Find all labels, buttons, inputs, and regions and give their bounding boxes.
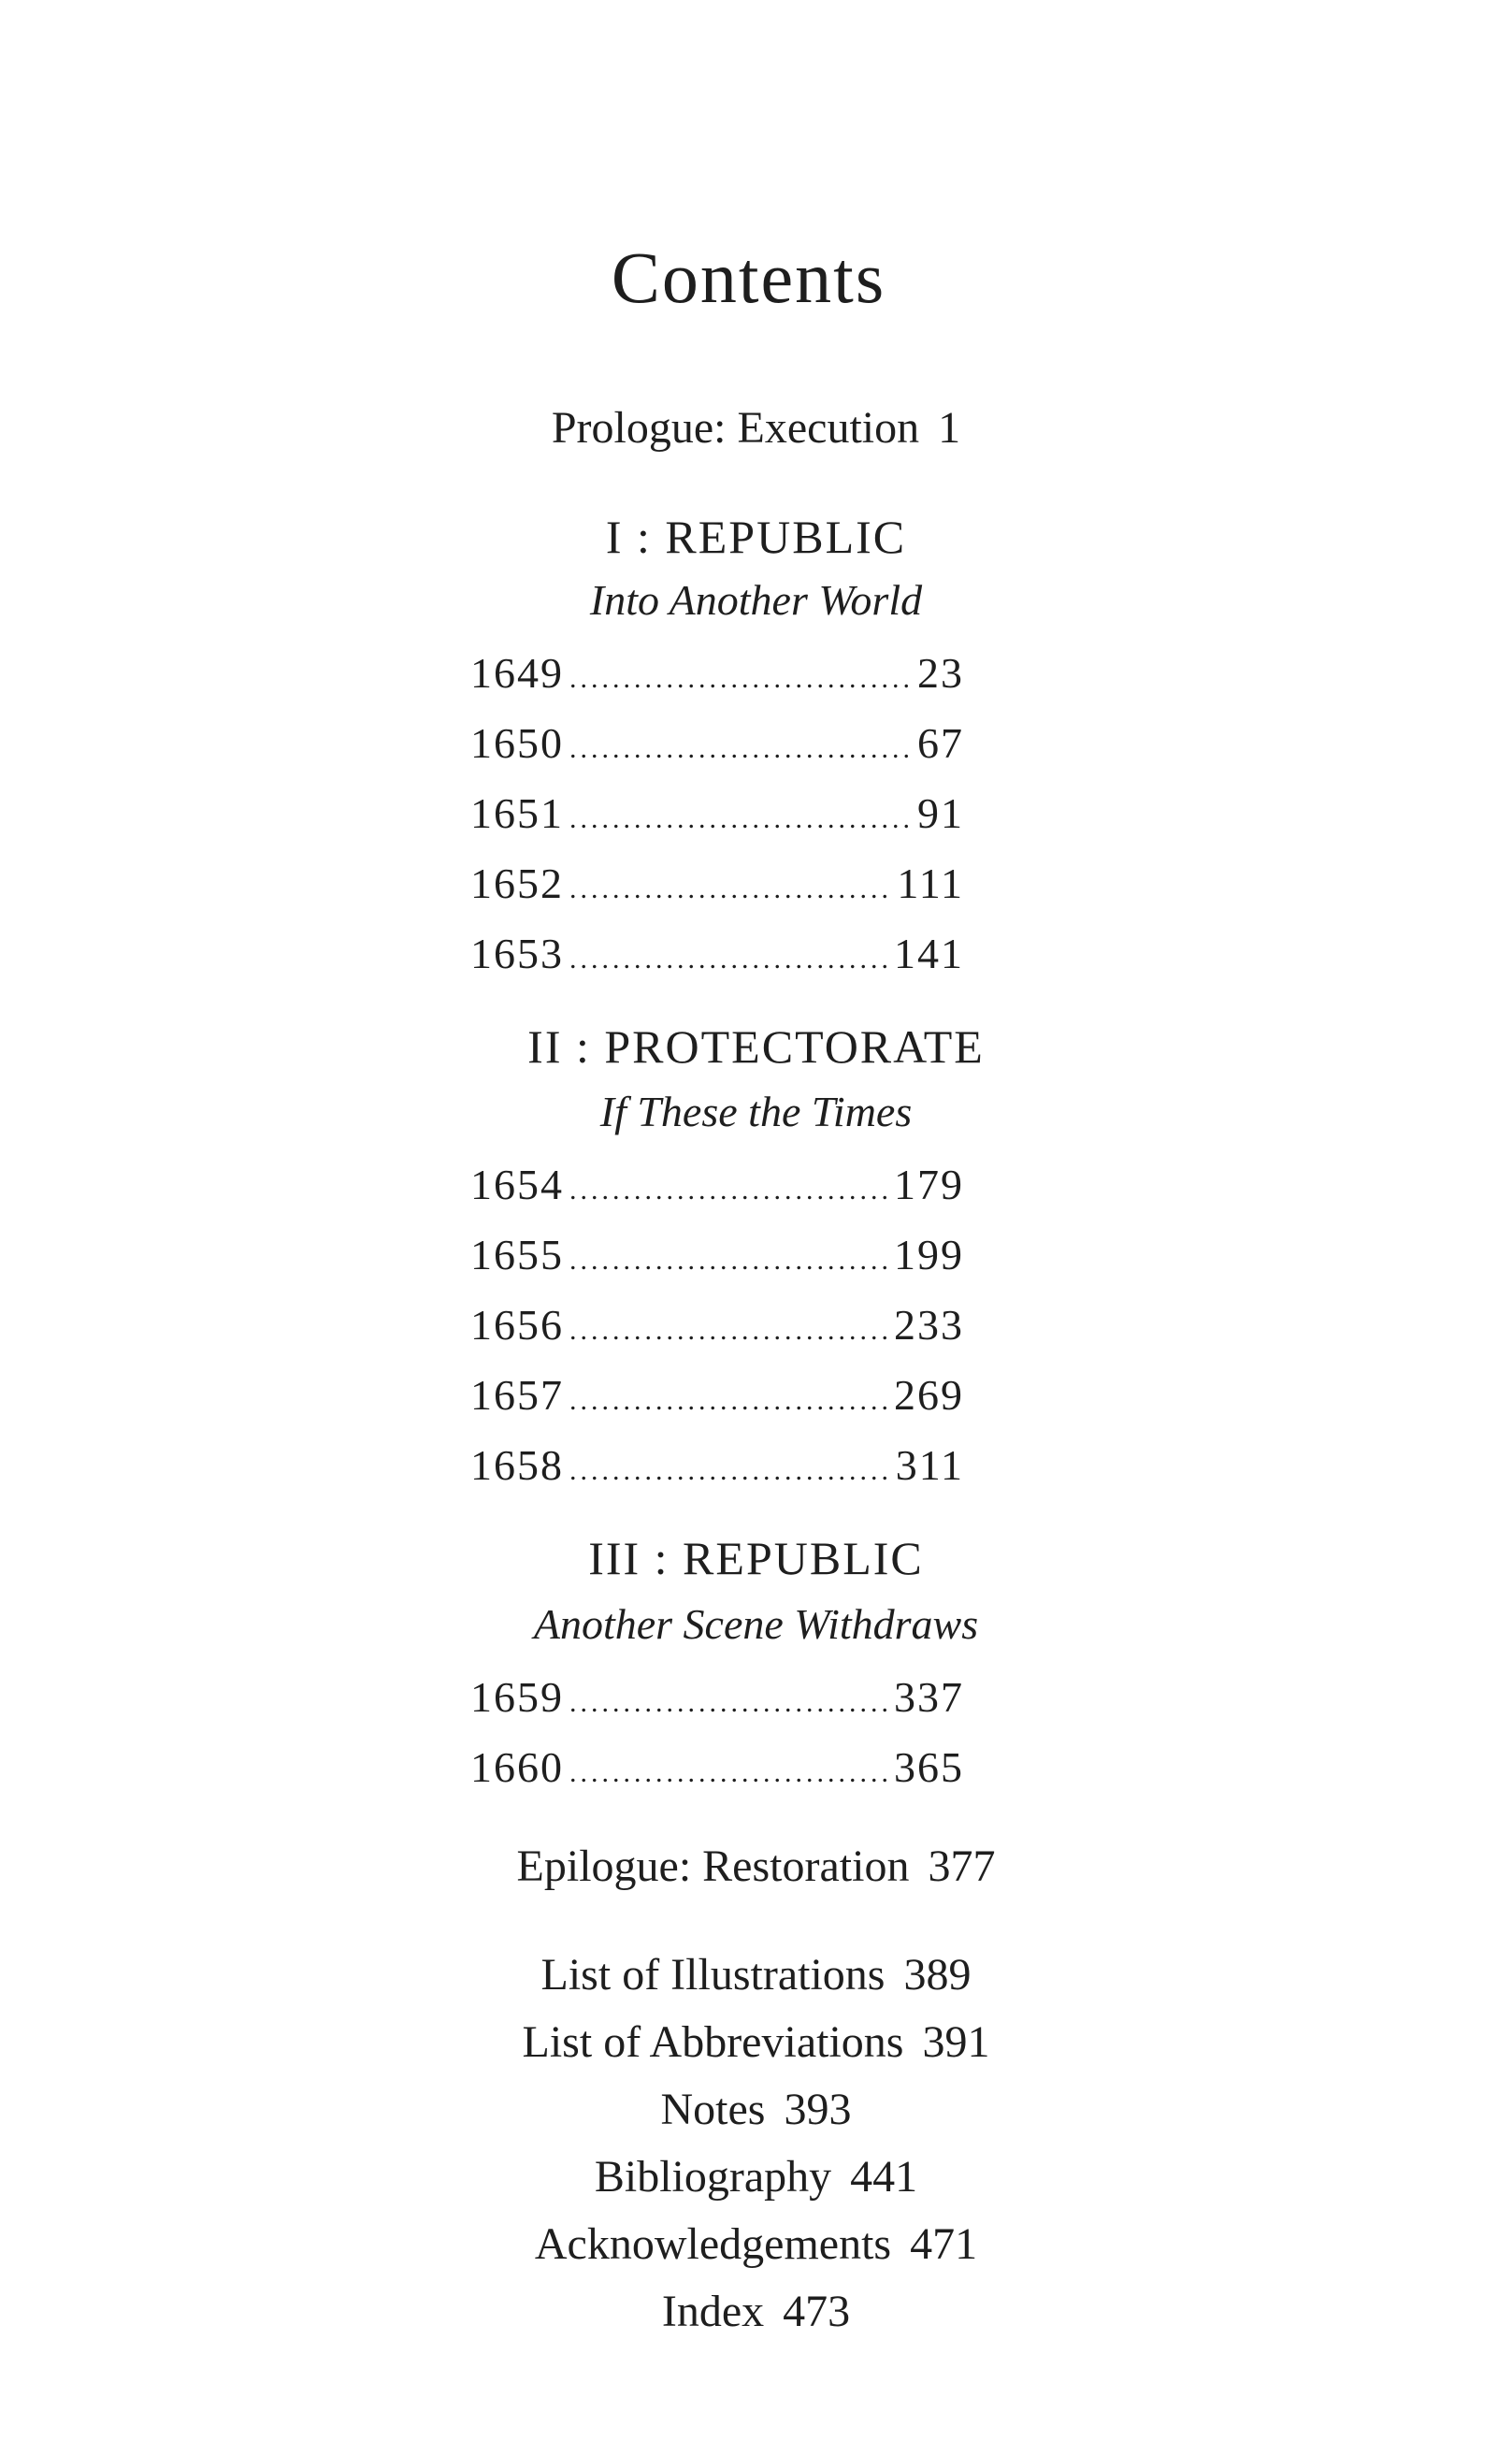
toc-entry[interactable]	[470, 648, 964, 698]
toc-back-matter-item[interactable]	[0, 1949, 1512, 2000]
toc-entry-page: 233	[894, 1301, 964, 1349]
toc-back-matter-label: Notes	[660, 2085, 766, 2134]
toc-entry-year: 1658	[470, 1441, 564, 1489]
toc-back-matter-page: 441	[850, 2152, 918, 2202]
part-3-subtitle: Another Scene Withdraws	[533, 1600, 979, 1648]
toc-entry[interactable]	[470, 1160, 964, 1209]
toc-back-matter-label: Index	[661, 2287, 765, 2336]
toc-entry-page: 179	[894, 1161, 964, 1208]
toc-entry[interactable]	[470, 1440, 964, 1490]
toc-epilogue-page: 377	[928, 1841, 996, 1891]
dot-leader	[569, 803, 912, 835]
toc-entry-year: 1651	[470, 789, 564, 837]
toc-entry-page: 91	[917, 789, 964, 837]
toc-back-matter-item[interactable]	[0, 2084, 1512, 2135]
toc-entry-year: 1656	[470, 1301, 564, 1349]
dot-leader	[569, 944, 888, 975]
dot-leader	[569, 1315, 888, 1347]
toc-back-matter-item[interactable]	[0, 2286, 1512, 2337]
toc-entry[interactable]	[470, 1672, 964, 1722]
toc-back-matter-label: List of Abbreviations	[522, 2017, 904, 2067]
dot-leader	[569, 1385, 888, 1417]
dot-leader	[569, 663, 912, 695]
toc-entry-year: 1653	[470, 930, 564, 977]
part-1-subtitle: Into Another World	[589, 576, 923, 624]
toc-entry[interactable]	[470, 929, 964, 978]
part-2-subtitle: If These the Times	[599, 1088, 913, 1135]
toc-back-matter-label: List of Illustrations	[540, 1950, 886, 2000]
toc-epilogue-label: Epilogue: Restoration	[516, 1841, 910, 1891]
toc-entry-year: 1660	[470, 1743, 564, 1791]
toc-entry-page: 199	[894, 1231, 964, 1278]
dot-leader	[569, 874, 891, 905]
toc-entry-year: 1654	[470, 1161, 564, 1208]
dot-leader	[569, 1455, 890, 1487]
toc-prologue-label: Prologue: Execution	[551, 403, 920, 453]
dot-leader	[569, 1757, 888, 1789]
dot-leader	[569, 1245, 888, 1277]
toc-entry-page: 269	[894, 1371, 964, 1419]
page-title: Contents	[611, 237, 886, 318]
toc-back-matter-item[interactable]	[0, 2016, 1512, 2068]
toc-entry[interactable]	[470, 1370, 964, 1420]
toc-entry-year: 1652	[470, 859, 564, 907]
toc-entry[interactable]	[470, 1230, 964, 1279]
toc-entry[interactable]	[470, 788, 964, 838]
toc-entry[interactable]	[470, 1300, 964, 1350]
toc-entry[interactable]	[470, 859, 964, 908]
toc-entry-page: 337	[894, 1673, 964, 1721]
toc-entry-page: 67	[917, 719, 964, 767]
toc-back-matter-label: Acknowledgements	[534, 2219, 892, 2269]
toc-entry-page: 141	[894, 930, 964, 977]
toc-entry-page: 365	[894, 1743, 964, 1791]
toc-prologue-page: 1	[938, 403, 961, 453]
toc-epilogue[interactable]	[0, 1841, 1512, 1892]
toc-prologue[interactable]	[0, 402, 1512, 454]
toc-entry-page: 311	[895, 1441, 964, 1489]
part-3-heading: III : REPUBLIC	[588, 1532, 924, 1584]
toc-back-matter-item[interactable]	[0, 2151, 1512, 2202]
toc-entry-page: 23	[917, 649, 964, 697]
toc-back-matter-page: 471	[910, 2219, 978, 2269]
toc-entry-year: 1659	[470, 1673, 564, 1721]
toc-back-matter-page: 393	[784, 2085, 852, 2134]
toc-back-matter-page: 473	[783, 2287, 851, 2336]
dot-leader	[569, 1175, 888, 1206]
dot-leader	[569, 733, 912, 765]
toc-back-matter-page: 391	[922, 2017, 990, 2067]
toc-back-matter-item[interactable]	[0, 2218, 1512, 2270]
toc-entry-year: 1649	[470, 649, 564, 697]
toc-entry[interactable]	[470, 1742, 964, 1792]
part-1-heading: I : REPUBLIC	[605, 511, 907, 563]
toc-back-matter-page: 389	[903, 1950, 972, 2000]
toc-entry-page: 111	[897, 859, 964, 907]
toc-entry[interactable]	[470, 718, 964, 768]
toc-entry-year: 1657	[470, 1371, 564, 1419]
toc-entry-year: 1650	[470, 719, 564, 767]
toc-back-matter-label: Bibliography	[594, 2152, 832, 2202]
dot-leader	[569, 1687, 888, 1719]
toc-entry-year: 1655	[470, 1231, 564, 1278]
part-2-heading: II : PROTECTORATE	[527, 1020, 985, 1073]
